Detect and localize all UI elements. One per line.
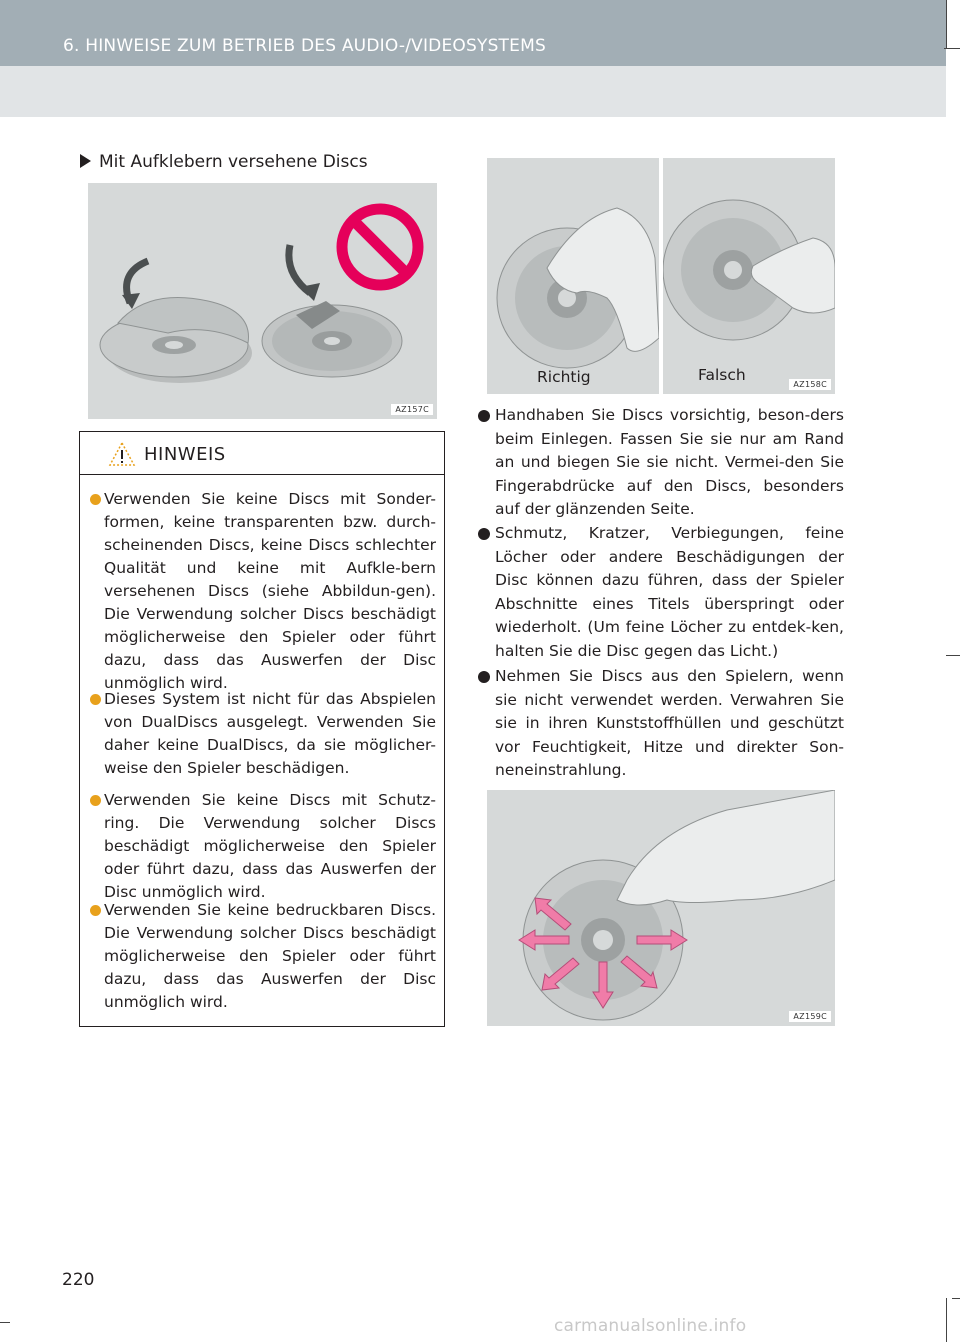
correct-handling-illustration	[487, 158, 659, 394]
stickers-illustration	[88, 183, 437, 419]
bullet-icon	[90, 905, 101, 916]
crop-mark	[0, 1322, 10, 1323]
header-title: 6. HINWEISE ZUM BETRIEB DES AUDIO-/VIDEOSYSTEMS	[63, 36, 546, 56]
handling-figure-wrong	[663, 158, 835, 394]
notice-item: Verwenden Sie keine Discs mit Sonder-formen, keine transparenten bzw. durch-scheinenden Discs, keine Discs schlechter Qualität und keine mit Aufkle-bern versehenen Discs (siehe Abbildun-gen). Die Verwendung solcher Discs beschädigt möglicherweise den Spieler oder führt dazu, dass das Auswerfen der Disc unmöglich wird.	[90, 488, 436, 695]
notice-header	[80, 432, 444, 475]
wrong-handling-illustration	[663, 158, 835, 394]
caption-wrong: Falsch	[698, 366, 746, 384]
cleaning-illustration	[487, 790, 835, 1026]
crop-mark	[946, 0, 947, 48]
notice-title: HINWEIS	[144, 444, 226, 465]
stickers-figure	[88, 183, 437, 419]
list-item: Schmutz, Kratzer, Verbiegungen, feine Löcher oder andere Beschädigungen der Disc können dazu führen, dass der Spieler Abschnitte eines Titels überspringt oder wiederholt. (Um feine Löcher zu entdek-ken, halten Sie die Disc gegen das Licht.)	[478, 522, 844, 663]
crop-mark	[952, 1298, 960, 1299]
figure-code: AZ158C	[789, 379, 831, 390]
list-item: Handhaben Sie Discs vorsichtig, beson-ders beim Einlegen. Fassen Sie sie nur am Rand an und biegen Sie sie nicht. Vermei-den Sie Fingerabdrücke auf den Discs, besonders auf der glänzenden Seite.	[478, 404, 844, 522]
bullet-icon	[478, 410, 490, 422]
watermark: carmanualsonline.info	[554, 1316, 747, 1336]
bullet-icon	[478, 671, 490, 683]
handling-figure-correct	[487, 158, 659, 394]
cleaning-figure	[487, 790, 835, 1026]
triangle-bullet-icon	[80, 154, 91, 168]
notice-item: Verwenden Sie keine Discs mit Schutz-ring. Die Verwendung solcher Discs beschädigt möglicherweise den Spieler oder führt dazu, dass das Auswerfen der Disc unmöglich wird.	[90, 789, 436, 904]
header-band	[0, 0, 946, 66]
list-item: Nehmen Sie Discs aus den Spielern, wenn sie nicht verwendet werden. Verwahren Sie sie in ihren Kunststoffhüllen und geschützt vor Feuchtigkeit, Hitze und direkter Son-neneinstrahlung.	[478, 665, 844, 783]
crop-mark	[946, 1298, 947, 1342]
caption-correct: Richtig	[537, 368, 591, 386]
crop-mark	[944, 48, 960, 49]
warning-icon	[108, 441, 136, 467]
page-number: 220	[62, 1270, 95, 1290]
bullet-icon	[478, 528, 490, 540]
figure-code: AZ157C	[391, 404, 433, 415]
section-heading-text: Mit Aufklebern versehene Discs	[99, 152, 368, 172]
notice-item: Verwenden Sie keine bedruckbaren Discs. Die Verwendung solcher Discs beschädigt möglicherweise den Spieler oder führt dazu, dass das Auswerfen der Disc unmöglich wird.	[90, 899, 436, 1014]
crop-mark	[946, 655, 960, 656]
bullet-icon	[90, 795, 101, 806]
figure-code: AZ159C	[789, 1011, 831, 1022]
notice-item: Dieses System ist nicht für das Abspielen von DualDiscs ausgelegt. Verwenden Sie daher keine DualDiscs, da sie möglicher-weise den Spieler beschädigen.	[90, 688, 436, 780]
section-heading	[80, 152, 368, 172]
bullet-icon	[90, 694, 101, 705]
page-header	[0, 0, 946, 117]
notice-box	[79, 431, 445, 1027]
bullet-icon	[90, 494, 101, 505]
